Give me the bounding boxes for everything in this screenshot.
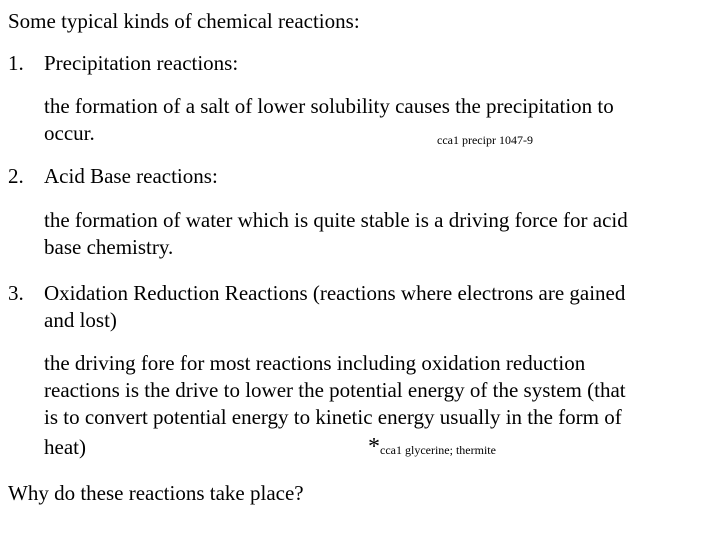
item-1-number: 1.: [8, 51, 24, 75]
item-1-body-line2: occur.: [44, 121, 95, 145]
intro-text: Some typical kinds of chemical reactions:: [8, 9, 360, 33]
item-1-heading: Precipitation reactions:: [44, 51, 239, 75]
item-3-body-line4: heat): [44, 435, 86, 459]
item-3-reference-text: cca1 glycerine; thermite: [380, 443, 496, 457]
item-2-heading: Acid Base reactions:: [44, 164, 218, 188]
item-3-heading-line2: and lost): [44, 308, 117, 332]
item-1-body-line1: the formation of a salt of lower solubility causes the precipitation to: [44, 94, 614, 118]
closing-question: Why do these reactions take place?: [8, 481, 304, 505]
item-3-heading-line1: Oxidation Reduction Reactions (reactions where electrons are gained: [44, 281, 626, 305]
item-3-reference: [368, 434, 496, 464]
item-2-number: 2.: [8, 164, 24, 188]
item-3-number: 3.: [8, 281, 24, 305]
item-1-reference: cca1 precipr 1047-9: [437, 133, 533, 147]
item-3-body-line2: reactions is the drive to lower the potential energy of the system (that: [44, 378, 626, 402]
item-2-body-line1: the formation of water which is quite stable is a driving force for acid: [44, 208, 628, 232]
item-2-body-line2: base chemistry.: [44, 235, 174, 259]
item-3-body-line3: is to convert potential energy to kinetic energy usually in the form of: [44, 405, 622, 429]
item-3-body-line1: the driving fore for most reactions including oxidation reduction: [44, 351, 586, 375]
asterisk-marker: *: [368, 434, 380, 460]
